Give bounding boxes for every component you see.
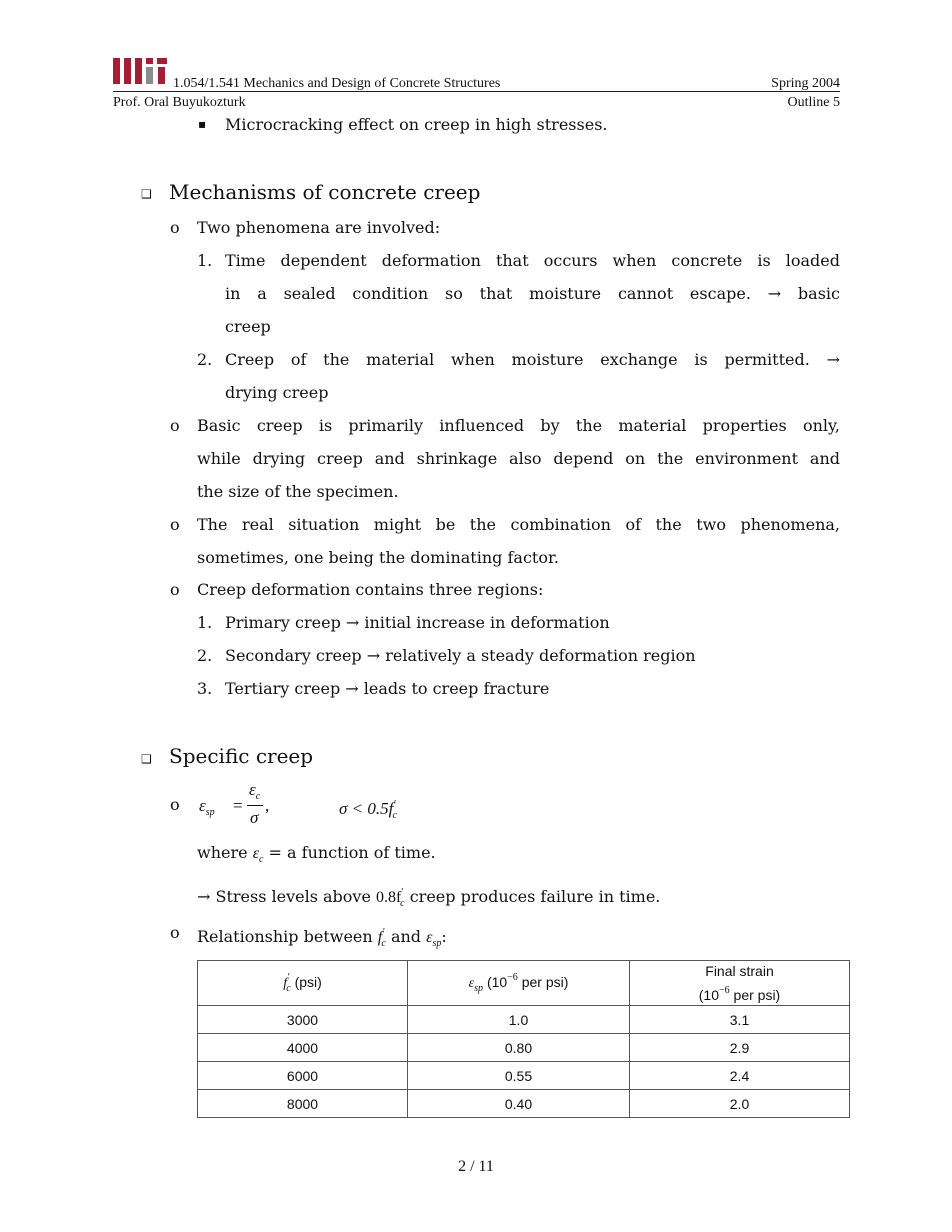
table-cell: 8000 [198, 1090, 408, 1118]
paragraph: Basic creep is primarily influenced by the material properties only, [197, 416, 840, 435]
where-text: where $\varepsilon_c = a$ function of time. [197, 843, 436, 865]
header-fc: $f'_c$ (psi) [198, 961, 408, 1006]
table-row [198, 1062, 850, 1090]
mit-logo [113, 58, 167, 84]
relationship-text: Relationship between $f'_c$ and $\varepsilon_{sp}$: [197, 927, 447, 949]
paragraph: The real situation might be the combination of the two phenomena, [197, 515, 840, 534]
paragraph: sometimes, one being the dominating factor. [197, 548, 559, 567]
table-cell: 2.0 [630, 1090, 850, 1118]
table-cell: 2.9 [630, 1034, 850, 1062]
professor: Prof. Oral Buyukozturk [113, 95, 246, 110]
list-text: Primary creep → initial increase in deformation [225, 613, 610, 632]
table-cell: 1.0 [408, 1006, 630, 1034]
course-title: 1.054/1.541 Mechanics and Design of Concrete Structures [173, 76, 501, 91]
stress-note: → Stress levels above $0.8f'_c$ creep produces failure in time. [197, 887, 661, 909]
table-row [198, 1006, 850, 1034]
table-cell: 0.80 [408, 1034, 630, 1062]
table-header-row [198, 961, 850, 1006]
list-number: 3. [197, 679, 213, 698]
list-text: creep [225, 317, 271, 336]
table-cell: 3000 [198, 1006, 408, 1034]
list-number: 1. [197, 613, 213, 632]
list-text: Secondary creep → relatively a steady deformation region [225, 646, 696, 665]
header-final-strain: Final strain ($10^{-6}$ per psi) [630, 961, 850, 1006]
circle-bullet-icon: o [170, 416, 180, 435]
table-row [198, 1090, 850, 1118]
table-row [198, 1034, 850, 1062]
section-heading: Mechanisms of concrete creep [169, 180, 481, 204]
table-cell: 3.1 [630, 1006, 850, 1034]
term: Spring 2004 [771, 76, 840, 91]
header-esp: $\varepsilon_{sp}$ ($10^{-6}$ per psi) [408, 961, 630, 1006]
list-number: 2. [197, 350, 213, 369]
specific-creep-formula: $\varepsilon_{sp}$ = $\varepsilon_c$ σ , [199, 780, 270, 827]
list-text: Creep of the material when moisture exchange is permitted. → [225, 350, 840, 369]
table-cell: 0.55 [408, 1062, 630, 1090]
paragraph: Two phenomena are involved: [197, 218, 441, 237]
square-bullet-icon: ▪ [198, 117, 207, 131]
circle-bullet-icon: o [170, 218, 180, 237]
page-number: 2 / 11 [458, 1158, 494, 1175]
circle-bullet-icon: o [170, 515, 180, 534]
list-text: drying creep [225, 383, 329, 402]
section-heading: Specific creep [169, 744, 314, 768]
paragraph: the size of the specimen. [197, 482, 399, 501]
table-cell: 2.4 [630, 1062, 850, 1090]
outline-number: Outline 5 [787, 95, 840, 110]
circle-bullet-icon: o [170, 795, 180, 814]
header-rule [113, 91, 840, 92]
table-cell: 0.40 [408, 1090, 630, 1118]
checkbox-bullet-icon: ❑ [141, 752, 152, 766]
list-text: Time dependent deformation that occurs when concrete is loaded [225, 251, 840, 270]
circle-bullet-icon: o [170, 923, 180, 942]
specific-creep-table [197, 960, 850, 1118]
list-number: 2. [197, 646, 213, 665]
paragraph: while drying creep and shrinkage also depend on the environment and [197, 449, 840, 468]
circle-bullet-icon: o [170, 580, 180, 599]
table-cell: 4000 [198, 1034, 408, 1062]
stress-condition: $\sigma < 0.5f'_c$ [339, 799, 397, 821]
list-number: 1. [197, 251, 213, 270]
list-text: Tertiary creep → leads to creep fracture [225, 679, 550, 698]
table-cell: 6000 [198, 1062, 408, 1090]
bullet-text: Microcracking effect on creep in high stresses. [225, 115, 608, 134]
paragraph: Creep deformation contains three regions: [197, 580, 544, 599]
checkbox-bullet-icon: ❑ [141, 187, 152, 201]
list-text: in a sealed condition so that moisture cannot escape. → basic [225, 284, 840, 303]
